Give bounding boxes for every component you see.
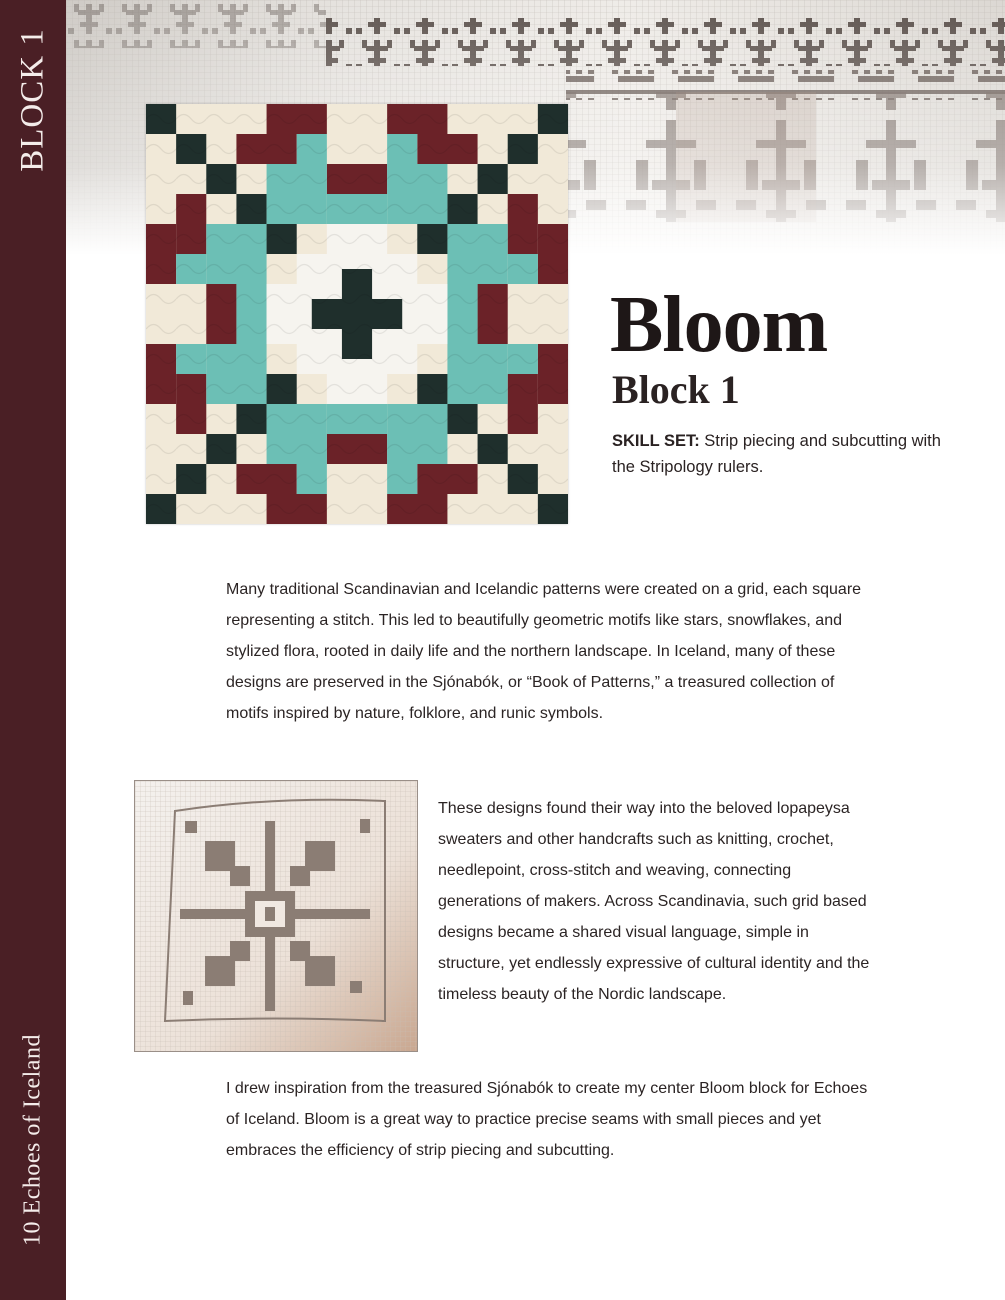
- skill-set-note: [612, 428, 952, 480]
- page-title: Bloom: [610, 281, 828, 369]
- intro-paragraph: Many traditional Scandinavian and Icelandic patterns were created on a grid, each square representing a stitch. This led to beautifully geometric motifs like stars, snowflakes, and stylized flora, rooted in daily life and the northern landscape. In Iceland, many of these designs are preserved in the Sjónabók, or “Book of Patterns,” a treasured collection of motifs inspired by nature, folklore, and runic symbols.: [226, 581, 862, 722]
- page-footer: 10 Echoes of Iceland: [19, 1034, 46, 1246]
- sidebar: [0, 0, 66, 1300]
- closing-paragraph: I drew inspiration from the treasured Sjónabók to create my center Bloom block for Echoes of Iceland. Bloom is a great way to practice precise seams with small pieces and yet embraces the efficiency of strip piecing and subcutting.: [226, 1080, 868, 1159]
- skill-set-label: SKILL SET:: [612, 432, 700, 450]
- bloom-quilt-block-photo: [146, 104, 568, 524]
- block-label: BLOCK 1: [14, 28, 51, 172]
- page-subtitle: Block 1: [612, 367, 740, 412]
- skill-set-text: Strip piecing and subcutting with the Stripology rulers.: [612, 432, 941, 476]
- sjonabok-chart-photo: [134, 780, 418, 1052]
- body-paragraph: These designs found their way into the beloved lopapeysa sweaters and other handcrafts such as knitting, crochet, needlepoint, cross-stitch and weaving, connecting generations of makers. Across Scandinavia, such grid based designs became a shared visual language, simple in structure, yet endlessly expressive of cultural identity and the timeless beauty of the Nordic landscape.: [438, 800, 870, 1003]
